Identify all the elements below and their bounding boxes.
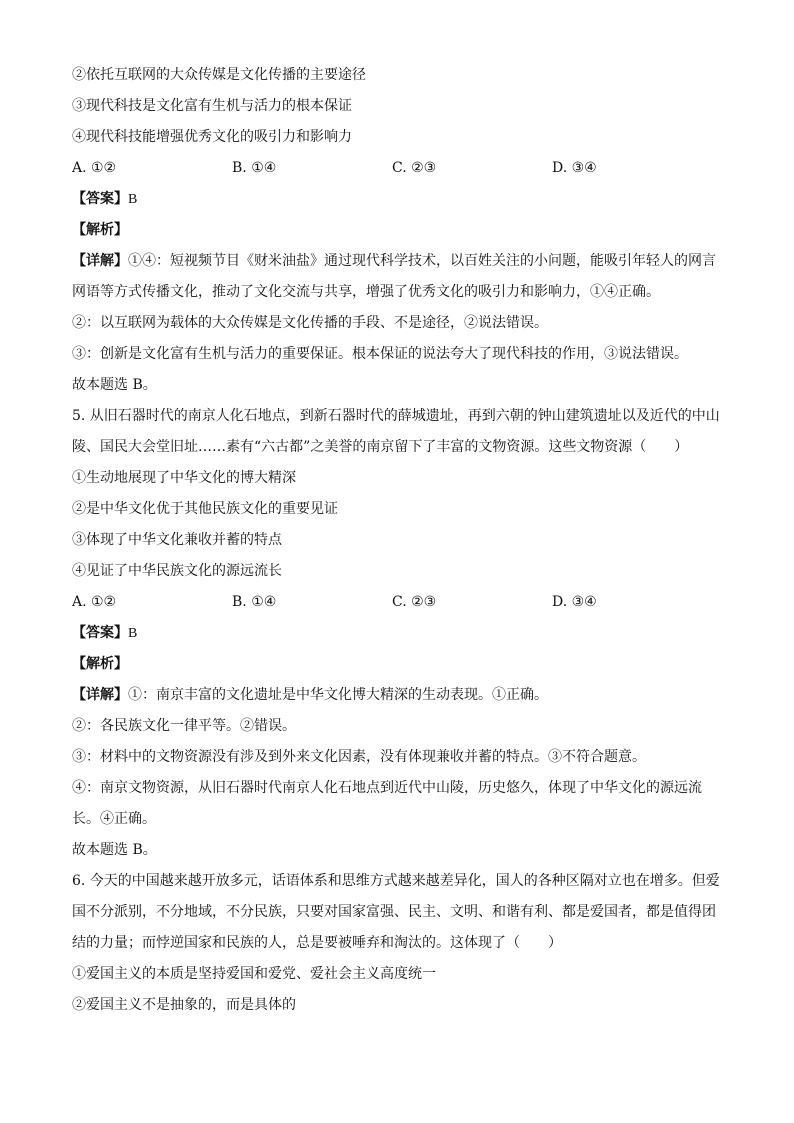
q4-conclusion: 故本题选 B。: [72, 377, 157, 393]
q4-item-4: ④现代科技能增强优秀文化的吸引力和影响力: [72, 129, 352, 145]
q5-options: [72, 587, 728, 618]
q4-analysis-tag: 【解析】: [72, 222, 128, 238]
q5-detail-line-2: ②：各民族文化一律平等。②错误。: [72, 718, 296, 734]
q5-answer: [72, 618, 728, 649]
q5-conclusion: 故本题选 B。: [72, 842, 157, 858]
q5-item-3: ③体现了中华文化兼收并蓄的特点: [72, 532, 282, 548]
q6-item-2: ②爱国主义不是抽象的，而是具体的: [72, 997, 296, 1013]
q4-option-a: A. ①②: [72, 160, 117, 176]
q5-detail-line-5: 长。④正确。: [72, 811, 156, 827]
q5-detail-line-1: [72, 680, 728, 711]
q6-stem-line-1: 6. 今天的中国越来越开放多元，话语体系和思维方式越来越差异化，国人的各种区隔对立也在增多。但爱: [72, 873, 720, 889]
q5-detail-line-3: ③：材料中的文物资源没有涉及到外来文化因素，没有体现兼收并蓄的特点。③不符合题意。: [72, 749, 646, 765]
detail-tag: 【详解】: [72, 253, 128, 269]
detail-tag: 【详解】: [72, 687, 128, 703]
q4-item-2: ②依托互联网的大众传媒是文化传播的主要途径: [72, 67, 366, 83]
q4-detail-line-4: ③：创新是文化富有生机与活力的重要保证。根本保证的说法夸大了现代科技的作用，③说法错误。: [72, 346, 688, 362]
q4-item-3: ③现代科技是文化富有生机与活力的根本保证: [72, 98, 352, 114]
q6-stem-line-2: 国不分派别，不分地域，不分民族，只要对国家富强、民主、文明、和谐有利、都是爱国者，都是值得团: [72, 904, 716, 920]
q5-item-2: ②是中华文化优于其他民族文化的重要见证: [72, 501, 338, 517]
q4-option-b: B. ①④: [232, 160, 277, 176]
q4-option-d: D. ③④: [552, 160, 597, 176]
answer-value: B: [128, 192, 138, 207]
answer-value: B: [128, 626, 138, 641]
q4-detail-line-3: ②：以互联网为载体的大众传媒是文化传播的手段、不是途径，②说法错误。: [72, 315, 548, 331]
q6-item-1: ①爱国主义的本质是坚持爱国和爱党、爱社会主义高度统一: [72, 966, 436, 982]
document-page: [72, 60, 728, 1021]
q5-stem-line-2: 陵、国民大会堂旧址……素有“六古都”之美誉的南京留下了丰富的文物资源。这些文物资源（ ）: [72, 439, 689, 455]
answer-tag: 【答案】: [72, 191, 128, 207]
q5-option-b: B. ①④: [232, 594, 277, 610]
q4-detail-line-1: [72, 246, 728, 277]
q5-option-a: A. ①②: [72, 594, 117, 610]
q4-option-c: C. ②③: [392, 160, 437, 176]
detail-text: ①④：短视频节目《财米油盐》通过现代科学技术，以百姓关注的小问题，能吸引年轻人的网言: [128, 253, 716, 269]
q5-detail-line-4: ④：南京文物资源，从旧石器时代南京人化石地点到近代中山陵，历史悠久，体现了中华文化的源远流: [72, 780, 702, 796]
q5-option-c: C. ②③: [392, 594, 437, 610]
detail-text: ①：南京丰富的文化遗址是中华文化博大精深的生动表现。①正确。: [128, 687, 548, 703]
q5-analysis-tag: 【解析】: [72, 656, 128, 672]
q4-detail-line-2: 网语等方式传播文化，推动了文化交流与共享，增强了优秀文化的吸引力和影响力，①④正确。: [72, 284, 660, 300]
q5-item-4: ④见证了中华民族文化的源远流长: [72, 563, 282, 579]
q4-answer: [72, 184, 728, 215]
q5-item-1: ①生动地展现了中华文化的博大精深: [72, 470, 296, 486]
q4-options: [72, 153, 728, 184]
q6-stem-line-3: 结的力量；而悖逆国家和民族的人，总是要被唾弃和淘汰的。这体现了（ ）: [72, 935, 562, 951]
q5-option-d: D. ③④: [552, 594, 597, 610]
q5-stem-line-1: 5. 从旧石器时代的南京人化石地点，到新石器时代的薛城遗址，再到六朝的钟山建筑遗址以及近代的中山: [72, 408, 720, 424]
answer-tag: 【答案】: [72, 625, 128, 641]
